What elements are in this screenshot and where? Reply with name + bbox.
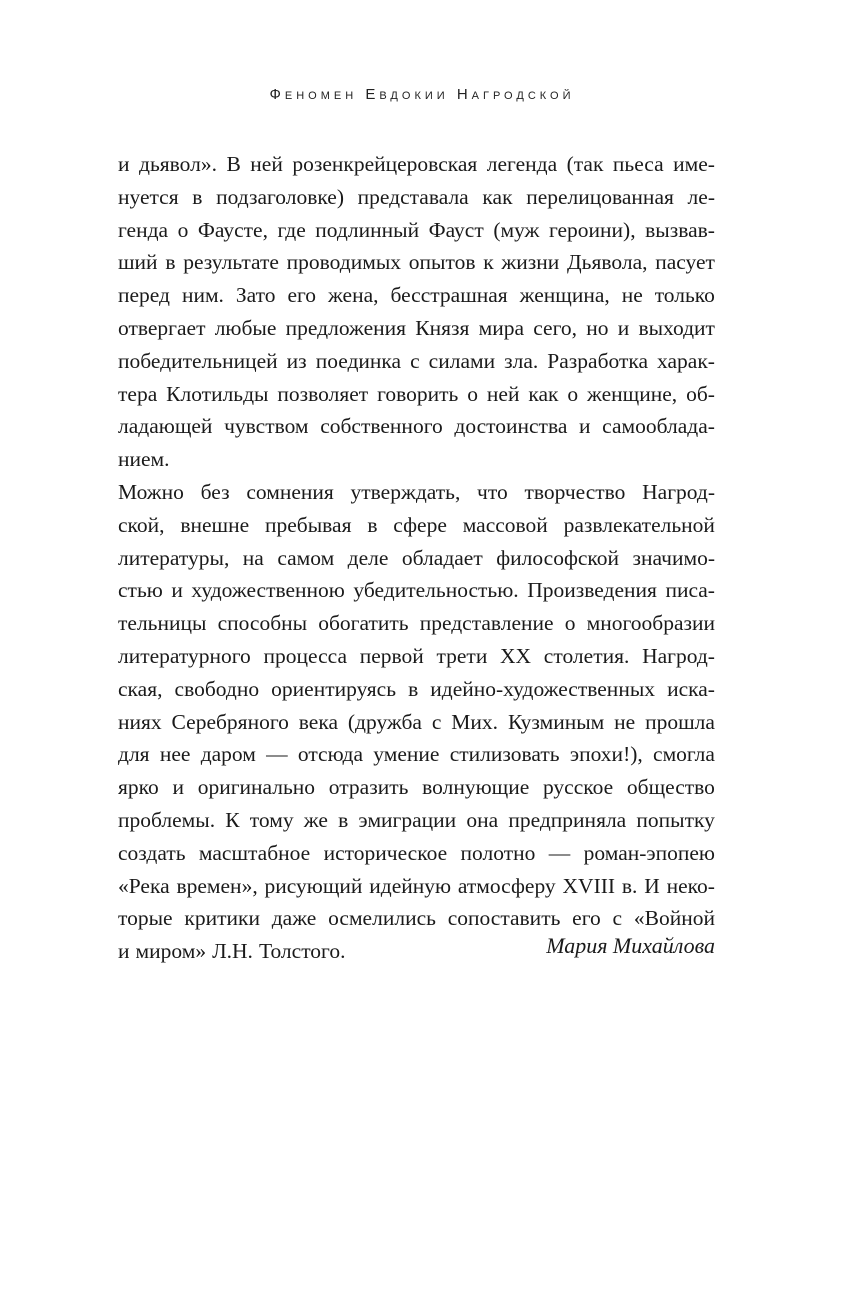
text-line: ской, внешне пребывая в сфере массовой развлекательной <box>118 512 715 537</box>
text-line: литературного процесса первой трети XX столетия. Нагрод- <box>118 643 715 668</box>
text-line: отвергает любые предложения Князя мира сего, но и выходит <box>118 315 715 340</box>
text-line: ладающей чувством собственного достоинства и самообладa- <box>118 414 715 439</box>
text-line: тельницы способны обогатить представление о многообразии <box>118 611 715 636</box>
author-signature: Мария Михайлова <box>546 933 715 958</box>
text-line: победительницей из поединка с силами зла. Разработка харак- <box>118 348 715 373</box>
text-line: проблемы. К тому же в эмиграции она предприняла попытку <box>118 807 715 832</box>
text-line: «Река времен», рисующий идейную атмосферу XVIII в. И неко- <box>118 873 715 898</box>
text-line: генда о Фаусте, где подлинный Фауст (муж героини), вызвав- <box>118 217 715 242</box>
text-line: для нее даром — отсюда умение стилизовать эпохи!), смогла <box>118 742 715 767</box>
text-line: ниях Серебряного века (дружба с Мих. Кузминым не прошла <box>118 709 715 734</box>
text-line: тера Клотильды позволяет говорить о ней как о женщине, об- <box>118 381 715 406</box>
text-line: ская, свободно ориентируясь в идейно-художественных иска- <box>118 676 715 701</box>
paragraph-1 <box>118 148 715 476</box>
paragraph-2 <box>118 476 715 968</box>
text-line: ярко и оригинально отразить волнующие русское общество <box>118 775 715 800</box>
text-line: нием. <box>118 447 170 472</box>
text-line: Можно без сомнения утверждать, что творчество Нагрод- <box>118 480 715 504</box>
text-line: и дьявол». В ней розенкрейцеровская легенда (так пьеса име- <box>118 152 715 176</box>
text-line: стью и художественною убедительностью. Произведения писа- <box>118 578 715 603</box>
text-line: и миром» Л.Н. Толстого. <box>118 939 346 964</box>
running-head: Феномен Евдокии Нагродской <box>269 86 575 103</box>
text-line: ший в результате проводимых опытов к жизни Дьявола, пасует <box>118 250 715 275</box>
text-line: перед ним. Зато его жена, бесстрашная женщина, не только <box>118 283 715 308</box>
text-line: торые критики даже осмелились сопоставить его с «Войной <box>118 906 715 931</box>
text-line: нуется в подзаголовке) представала как перелицованная ле- <box>118 184 715 209</box>
text-line: создать масштабное историческое полотно — роман-эпопею <box>118 840 715 865</box>
text-line: литературы, на самом деле обладает философской значимо- <box>118 545 715 570</box>
